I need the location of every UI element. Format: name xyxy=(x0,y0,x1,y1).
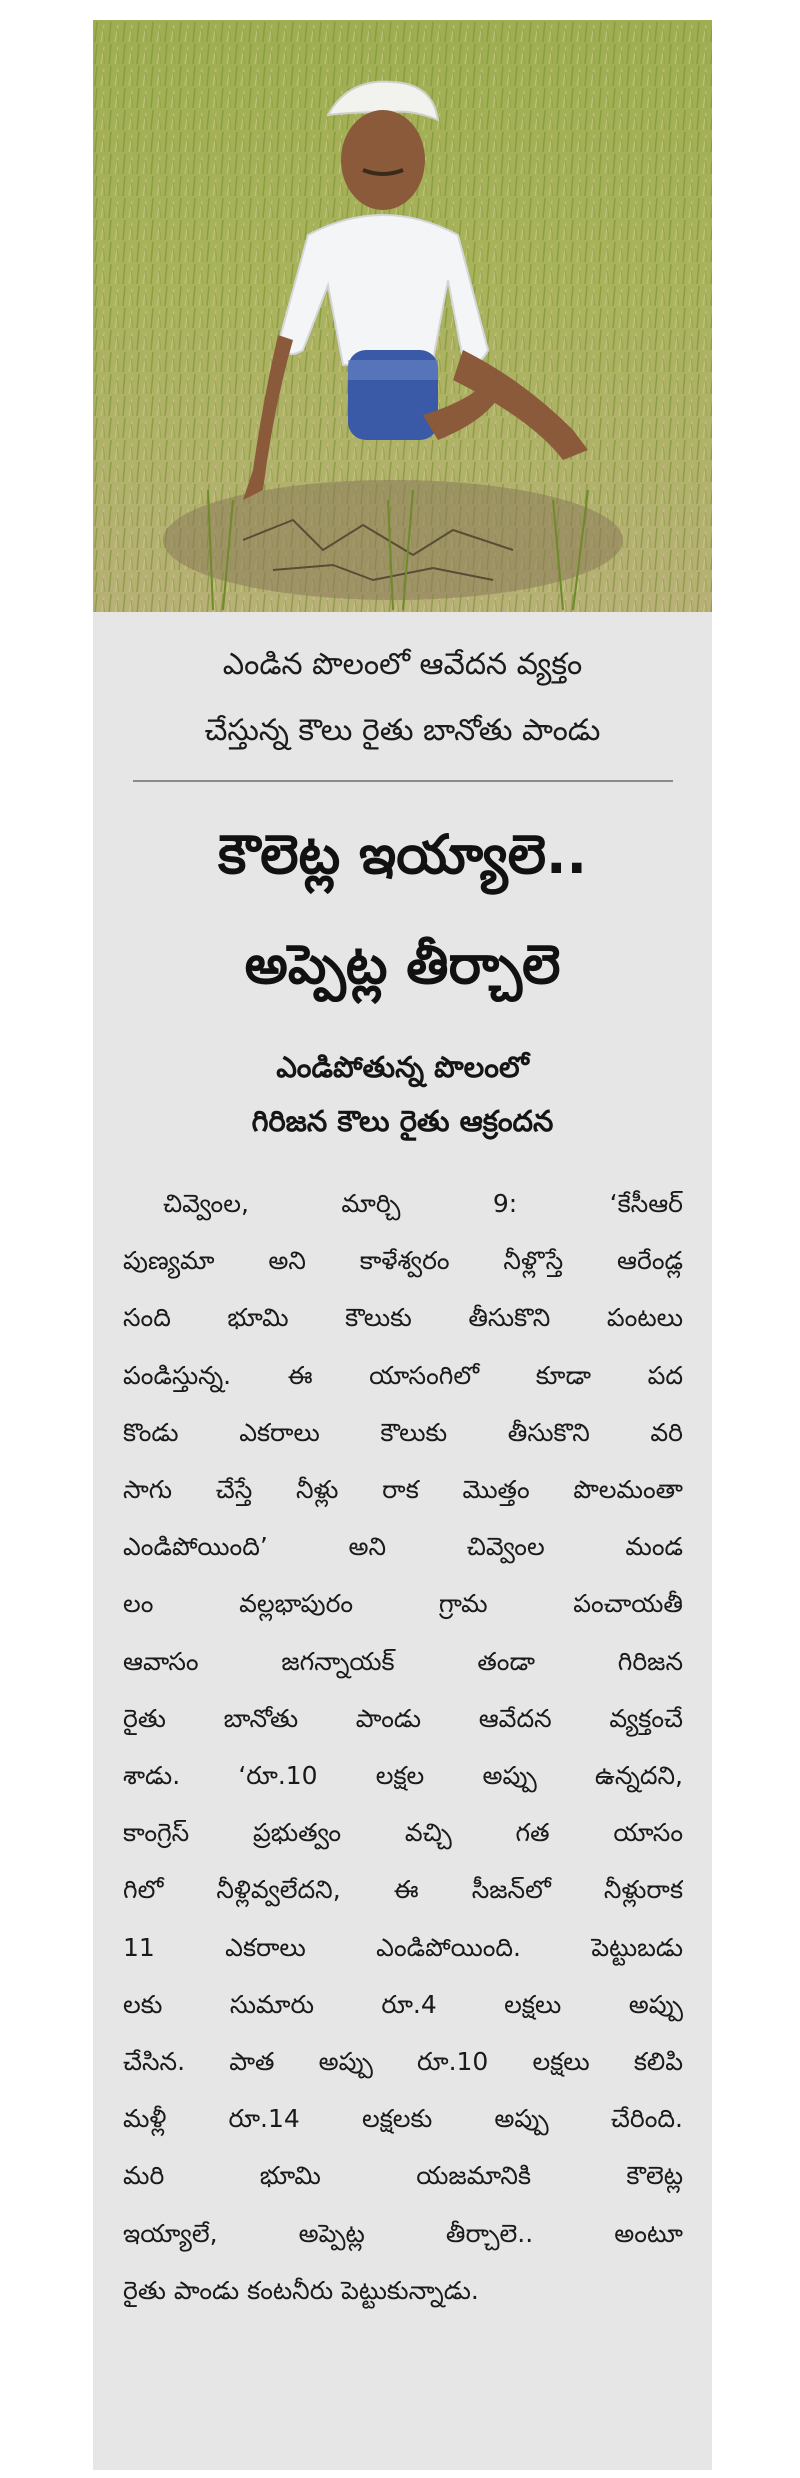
subheadline-line: ఎండిపోతున్న పొలంలో xyxy=(276,1050,529,1084)
news-article xyxy=(93,20,712,2470)
caption-line: చేస్తున్న కౌలు రైతు బానోతు పాండు xyxy=(204,713,601,748)
body-line: చివ్వెంల, మార్చి 9: ‘కేసీఆర్ xyxy=(163,1189,683,1218)
body-line: రైతు పాండు కంటనీరు పెట్టుకున్నాడు. xyxy=(123,2275,479,2305)
body-line: పండిస్తున్న. ఈ యాసంగిలో కూడా పద xyxy=(123,1360,683,1390)
body-line: పుణ్యమా అని కాళేశ్వరం నీళ్లొస్తే ఆరేండ్ల xyxy=(123,1246,683,1276)
headline-line: అప్పెట్ల తీర్చాలె xyxy=(244,933,561,996)
body-line: 11 ఎకరాలు ఎండిపోయింది. పెట్టుబడు xyxy=(123,1932,683,1962)
body-line: ఆవాసం జగన్నాయక్ తండా గిరిజన xyxy=(123,1646,683,1676)
body-line: రైతు బానోతు పాండు ఆవేదన వ్యక్తంచే xyxy=(123,1703,683,1733)
photo-caption xyxy=(93,632,712,764)
body-line: ఇయ్యాలే, అప్పెట్ల తీర్చాలె.. అంటూ xyxy=(123,2218,683,2248)
headline xyxy=(93,800,712,1020)
body-line: కాంగ్రెస్ ప్రభుత్వం వచ్చి గత యాసం xyxy=(123,1818,683,1848)
headline-line: కౌలెట్ల ఇయ్యాలె.. xyxy=(217,823,588,886)
body-line: కొండు ఎకరాలు కౌలుకు తీసుకొని వరి xyxy=(123,1417,683,1447)
photo-illustration xyxy=(93,20,712,612)
body-line: మరి భూమి యజమానికి కౌలెట్ల xyxy=(123,2161,683,2191)
farmer-photo xyxy=(93,20,712,612)
caption-line: ఎండిన పొలంలో ఆవేదన వ్యక్తం xyxy=(222,647,583,682)
body-line: గిలో నీళ్లివ్వలేదని, ఈ సీజన్‌లో నీళ్లురాక xyxy=(123,1875,683,1905)
body-line: లకు సుమారు రూ.4 లక్షలు అప్పు xyxy=(123,1989,683,2019)
body-line: చేసిన. పాత అప్పు రూ.10 లక్షలు కలిపి xyxy=(123,2047,683,2077)
body-line: శాడు. ‘రూ.10 లక్షల అప్పు ఉన్నదని, xyxy=(123,1761,683,1791)
article-body xyxy=(123,1175,683,2319)
cracked-soil xyxy=(163,480,623,600)
body-line: మళ్లీ రూ.14 లక్షలకు అప్పు చేరింది. xyxy=(123,2104,683,2134)
body-line: సంది భూమి కౌలుకు తీసుకొని పంటలు xyxy=(123,1303,683,1333)
body-line: ఎండిపోయింది’ అని చివ్వెంల మండ xyxy=(123,1532,683,1562)
subheadline xyxy=(93,1040,712,1148)
body-line: లం వల్లభాపురం గ్రామ పంచాయతీ xyxy=(123,1589,683,1619)
subheadline-line: గిరిజన కౌలు రైతు ఆక్రందన xyxy=(251,1104,554,1138)
body-line: సాగు చేస్తే నీళ్లు రాక మొత్తం పొలమంతా xyxy=(123,1475,683,1505)
divider xyxy=(133,780,673,782)
